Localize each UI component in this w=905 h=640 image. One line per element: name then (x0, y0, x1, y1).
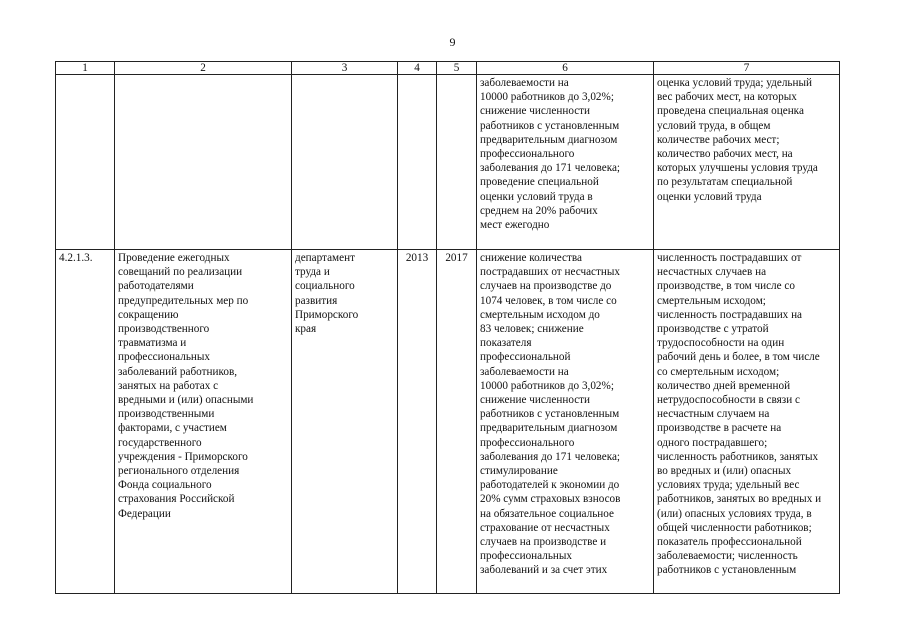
page-number: 9 (449, 35, 456, 49)
column-header-4: 4 (398, 62, 437, 75)
column-header-5: 5 (437, 62, 477, 75)
column-header-7: 7 (654, 62, 840, 75)
table-row (56, 75, 840, 250)
indicator-cell: оценка условий труда; удельный вес рабочих мест, на которых проведена специальная оценка условий труда, в общем количестве рабочих мест; количество рабочих мест, на которых улучшены условия труда по результатам специальной оценки условий труда (654, 75, 840, 250)
expected-result-cell: заболеваемости на 10000 работников до 3,02%; снижение численности работников с установленным предварительным диагнозом профессионального заболевания до 171 человека; проведение специальной оценки условий труда в среднем на 20% рабочих мест ежегодно (477, 75, 654, 250)
measure-name-cell (115, 75, 292, 250)
indicator-cell: численность пострадавших от несчастных случаев на производстве, в том числе со смертельным исходом; численность пострадавших на производстве с утратой трудоспособности на один рабочий день и более, в том числе со смертельным исходом; количество дней временной нетрудоспособности в связи с несчастным случаем на производстве в расчете на одного пострадавшего; численность работников, занятых во вредных и (или) опасных условиях труда; удельный вес работников, занятых во вредных и (или) опасных условиях труда, в общей численности работников; показатель профессиональной заболеваемости; численность работников с установленным (654, 250, 840, 594)
column-header-1: 1 (56, 62, 115, 75)
start-year-cell: 2013 (398, 250, 437, 594)
table-row (56, 250, 840, 594)
item-number-cell: 4.2.1.3. (56, 250, 115, 594)
end-year-cell (437, 75, 477, 250)
responsible-executor-cell: департамент труда и социального развития Приморского края (292, 250, 398, 594)
start-year-cell (398, 75, 437, 250)
expected-result-cell: снижение количества пострадавших от несчастных случаев на производстве до 1074 человек, в том числе со смертельным исходом до 83 человек; снижение показателя профессиональной заболеваемости на 10000 работников до 3,02%; снижение численности работников с установленным предварительным диагнозом профессионального заболевания до 171 человека; стимулирование работодателей к экономии до 20% сумм страховых взносов на обязательное социальное страхование от несчастных случаев на производстве и профессиональных заболеваний и за счет этих (477, 250, 654, 594)
end-year-cell: 2017 (437, 250, 477, 594)
column-header-6: 6 (477, 62, 654, 75)
column-header-2: 2 (115, 62, 292, 75)
table-header-row (56, 62, 840, 75)
column-header-3: 3 (292, 62, 398, 75)
item-number-cell (56, 75, 115, 250)
program-table (55, 61, 840, 594)
responsible-executor-cell (292, 75, 398, 250)
measure-name-cell: Проведение ежегодных совещаний по реализации работодателями предупредительных мер по сокращению производственного травматизма и профессиональных заболеваний работников, занятых на работах с вредными и (или) опасными производственными факторами, с участием государственного учреждения - Приморского регионального отделения Фонда социального страхования Российской Федерации (115, 250, 292, 594)
